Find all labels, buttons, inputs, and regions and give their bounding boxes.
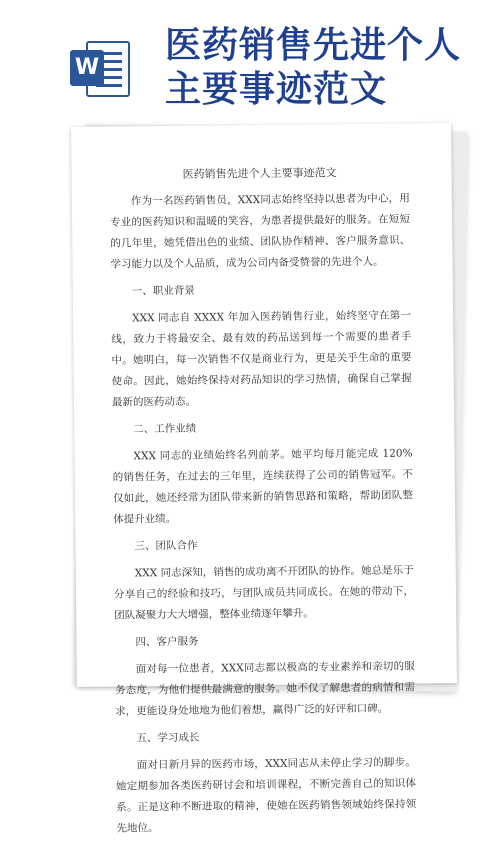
- intro-paragraph: 作为一名医药销售员，XXX同志始终坚持以患者为中心，用专业的医药知识和温暖的笑容，为患者提供最好的服务。在短短的几年里，她凭借出色的业绩、团队协作精神、客户服务意识、学习能力以及个人品质，成为公司内备受赞誉的先进个人。: [110, 192, 411, 271]
- document-body: [109, 161, 416, 845]
- header-banner: [0, 0, 500, 120]
- section-heading: 五、学习成长: [136, 731, 200, 745]
- document-page: [71, 123, 457, 835]
- banner-title: 医药销售先进个人主要事迹范文: [165, 25, 462, 110]
- section-heading: 二、工作业绩: [133, 422, 197, 436]
- section-paragraph: 面对每一位患者，XXX同志都以极高的专业素养和亲切的服务态度，为他们提供最满意的服务。她不仅了解患者的病情和需求，更能设身处地地为他们着想，赢得广泛的好评和口碑。: [114, 660, 416, 718]
- word-document-icon: [70, 38, 132, 100]
- section-heading: 四、客户服务: [135, 635, 199, 649]
- section-paragraph: XXX 同志深知，销售的成功离不开团队的协作。她总是乐于分享自己的经验和技巧，与团队成员共同成长。在她的带动下，团队凝聚力大大增强，整体业绩逐年攀升。: [113, 564, 415, 622]
- section-paragraph: XXX 同志的业绩始终名列前茅。她平均每月能完成 120%的销售任务，在过去的三年里，连续获得了公司的销售冠军。不仅如此，她还经常为团队带来新的销售思路和策略，帮助团队整体提升业绩。: [112, 447, 414, 526]
- word-icon-badge: W: [70, 50, 104, 86]
- section-heading: 三、团队合作: [134, 539, 198, 553]
- document-title: 医药销售先进个人主要事迹范文: [182, 166, 337, 181]
- section-paragraph: XXX 同志自 XXXX 年加入医药销售行业，始终坚守在第一线，致力于将最安全、最有效的药品送到每一个需要的患者手中。她明白，每一次销售不仅是商业行为，更是关乎生命的重要使命。因此，她始终保持对药品知识的学习热情，确保自己掌握最新的医药动态。: [111, 309, 412, 409]
- section-paragraph: 面对日新月异的医药市场，XXX同志从未停止学习的脚步。她定期参加各类医药研讨会和培训课程，不断完善自己的知识体系。正是这种不断进取的精神，使她在医药销售领域始终保持领先地位。: [115, 756, 417, 835]
- section-heading: 一、职业背景: [131, 284, 195, 298]
